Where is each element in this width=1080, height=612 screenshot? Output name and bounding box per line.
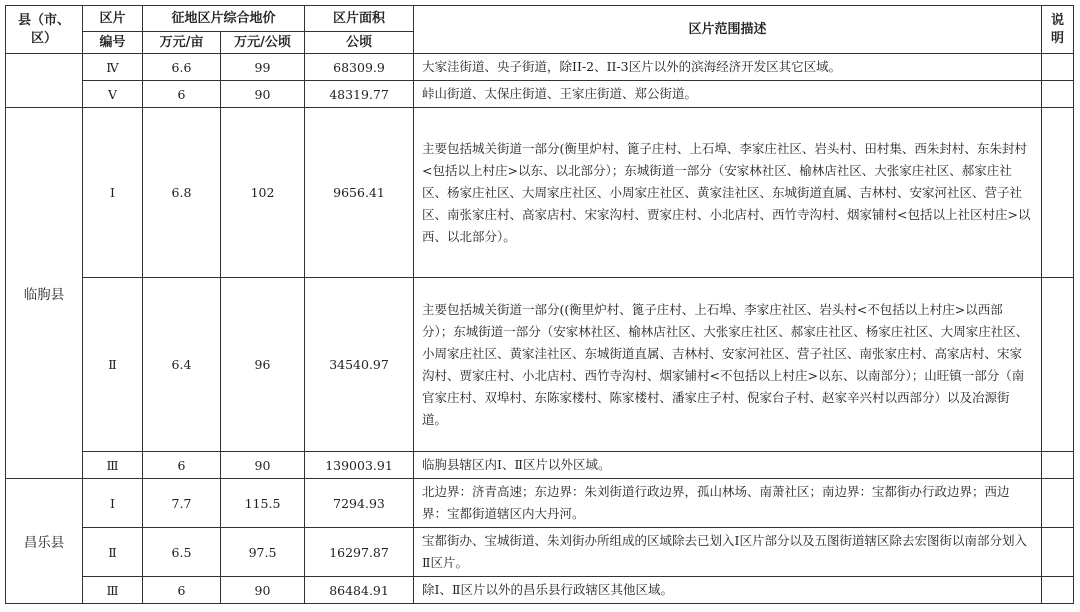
header-price-unit-mu: 万元/亩 (143, 32, 221, 54)
note-cell (1042, 54, 1074, 81)
note-cell (1042, 108, 1074, 278)
price-per-hectare: 90 (221, 577, 305, 604)
price-per-mu: 6.6 (143, 54, 221, 81)
zone-number: Ⅰ (83, 108, 143, 278)
zone-area: 86484.91 (305, 577, 414, 604)
price-per-hectare: 115.5 (221, 479, 305, 528)
price-per-mu: 6 (143, 577, 221, 604)
price-per-hectare: 90 (221, 452, 305, 479)
zone-number: Ⅲ (83, 577, 143, 604)
table-row (6, 528, 1074, 577)
land-price-table (5, 5, 1074, 604)
zone-area: 139003.91 (305, 452, 414, 479)
price-per-hectare: 99 (221, 54, 305, 81)
price-per-mu: 6.4 (143, 278, 221, 452)
price-per-hectare: 96 (221, 278, 305, 452)
zone-description: 宝都街办、宝城街道、朱刘街办所组成的区域除去已划入Ⅰ区片部分以及五图街道辖区除去宏图街以南部分划入Ⅱ区片。 (414, 528, 1042, 577)
table-row (6, 577, 1074, 604)
price-per-hectare: 102 (221, 108, 305, 278)
county-cell: 昌乐县 (6, 479, 83, 604)
note-cell (1042, 278, 1074, 452)
table-row (6, 452, 1074, 479)
zone-number: Ⅱ (83, 528, 143, 577)
zone-number: Ⅳ (83, 54, 143, 81)
note-cell (1042, 81, 1074, 108)
zone-description: 临朐县辖区内Ⅰ、Ⅱ区片以外区域。 (414, 452, 1042, 479)
header-county: 县（市、区） (6, 6, 83, 54)
table-row (6, 54, 1074, 81)
header-area-unit: 公顷 (305, 32, 414, 54)
zone-area: 68309.9 (305, 54, 414, 81)
zone-description: 大家洼街道、央子街道，除II-2、II-3区片以外的滨海经济开发区其它区域。 (414, 54, 1042, 81)
price-per-mu: 6 (143, 81, 221, 108)
zone-area: 48319.77 (305, 81, 414, 108)
header-description: 区片范围描述 (414, 6, 1042, 54)
zone-area: 16297.87 (305, 528, 414, 577)
price-per-mu: 7.7 (143, 479, 221, 528)
zone-number: Ⅲ (83, 452, 143, 479)
zone-description: 主要包括城关街道一部分((衡里炉村、篦子庄村、上石埠、李家庄社区、岩头村<不包括以上村庄>以西部分）；东城街道一部分（安家林社区、榆林店社区、大张家庄社区、郝家庄社区、杨家庄社区、大周家庄社区、小周家庄社区、黄家洼社区、东城街道直属、吉林村、安家河社区、营子社区、南张家庄村、高家店村、宋家沟村、贾家庄村、小北店村、西竹寺沟村、烟家铺村<不包括以上村庄>以东、以南部分）；山旺镇一部分（南官家庄村、双埠村、东陈家楼村、陈家楼村、潘家庄子村、倪家台子村、赵家辛兴村以西部分）以及冶源街道。 (414, 278, 1042, 452)
price-per-mu: 6.8 (143, 108, 221, 278)
header-note: 说明 (1042, 6, 1074, 54)
zone-number: Ⅱ (83, 278, 143, 452)
table-row (6, 108, 1074, 278)
header-price-unit-ha: 万元/公顷 (221, 32, 305, 54)
table-row (6, 278, 1074, 452)
price-per-hectare: 97.5 (221, 528, 305, 577)
price-per-hectare: 90 (221, 81, 305, 108)
note-cell (1042, 479, 1074, 528)
header-area-title: 区片面积 (305, 6, 414, 32)
header-zone-no-line2: 编号 (83, 32, 143, 54)
note-cell (1042, 528, 1074, 577)
zone-description: 北边界：济青高速；东边界：朱刘街道行政边界，孤山林场、南萧社区；南边界：宝都街办行政边界；西边界：宝都街道辖区内大丹河。 (414, 479, 1042, 528)
table-row (6, 479, 1074, 528)
price-per-mu: 6 (143, 452, 221, 479)
zone-number: Ⅰ (83, 479, 143, 528)
zone-number: Ⅴ (83, 81, 143, 108)
zone-area: 7294.93 (305, 479, 414, 528)
county-cell: 临朐县 (6, 108, 83, 479)
zone-description: 主要包括城关街道一部分(衡里炉村、篦子庄村、上石埠、李家庄社区、岩头村、田村集、西朱封村、东朱封村<包括以上村庄>以东、以北部分）；东城街道一部分（安家林社区、榆林店社区、大张家庄社区、郝家庄社区、杨家庄社区、大周家庄社区、小周家庄社区、黄家洼社区、东城街道直属、吉林村、安家河社区、营子社区、南张家庄村、高家店村、宋家沟村、贾家庄村、小北店村、西竹寺沟村、烟家铺村<包括以上社区村庄>以西、以北部分）。 (414, 108, 1042, 278)
zone-area: 34540.97 (305, 278, 414, 452)
price-per-mu: 6.5 (143, 528, 221, 577)
zone-area: 9656.41 (305, 108, 414, 278)
zone-description: 除Ⅰ、Ⅱ区片以外的昌乐县行政辖区其他区域。 (414, 577, 1042, 604)
note-cell (1042, 577, 1074, 604)
note-cell (1042, 452, 1074, 479)
county-cell (6, 54, 83, 108)
header-zone-no-line1: 区片 (83, 6, 143, 32)
header-price-group: 征地区片综合地价 (143, 6, 305, 32)
table-row (6, 81, 1074, 108)
zone-description: 峠山街道、太保庄街道、王家庄街道、郑公街道。 (414, 81, 1042, 108)
